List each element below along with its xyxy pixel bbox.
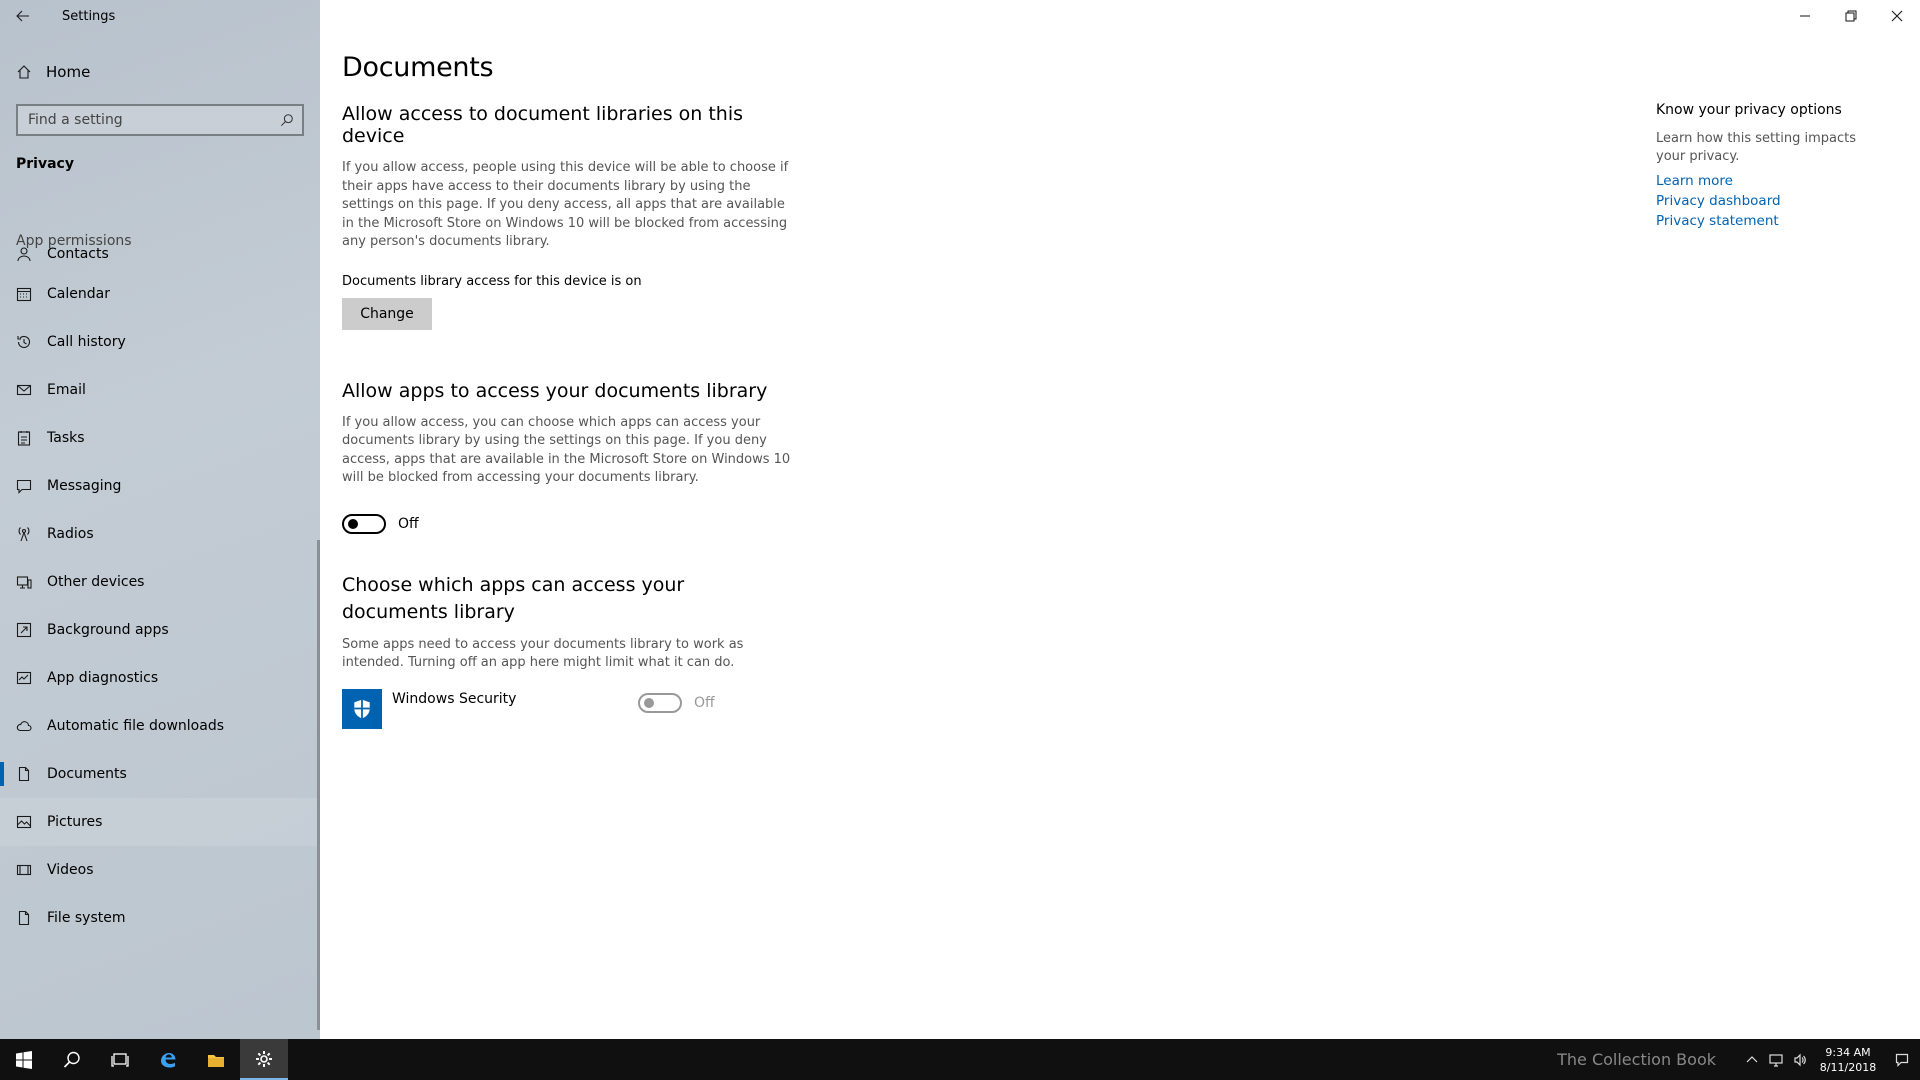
radio-icon xyxy=(16,526,32,542)
windows-security-toggle-label: Off xyxy=(694,694,715,711)
app-title: Settings xyxy=(62,8,116,24)
start-button[interactable] xyxy=(0,1039,48,1080)
settings-taskbar-button[interactable] xyxy=(240,1039,288,1080)
sidebar xyxy=(0,0,320,1039)
main-content xyxy=(342,52,802,731)
close-icon xyxy=(1891,10,1903,22)
home-nav-item[interactable] xyxy=(0,56,320,88)
privacy-statement-link[interactable]: Privacy statement xyxy=(1656,213,1779,229)
windows-security-tile xyxy=(342,689,382,729)
sidebar-item-automatic-file-downloads[interactable] xyxy=(0,702,320,750)
sidebar-item-label: Videos xyxy=(47,862,94,878)
sidebar-item-file-system[interactable] xyxy=(0,894,320,942)
sidebar-scrollbar[interactable] xyxy=(317,540,320,1030)
sidebar-item-label: Calendar xyxy=(47,286,110,302)
sidebar-item-label: Other devices xyxy=(47,574,145,590)
back-button[interactable] xyxy=(0,0,46,32)
sidebar-item-label: Documents xyxy=(47,766,127,782)
change-button[interactable]: Change xyxy=(342,298,432,330)
title-bar xyxy=(0,0,320,32)
restore-icon xyxy=(1845,10,1857,22)
sidebar-item-contacts[interactable] xyxy=(0,246,320,270)
taskbar xyxy=(0,1039,1920,1080)
sidebar-item-label: Pictures xyxy=(47,814,103,830)
windows-logo-icon xyxy=(14,1050,34,1070)
sidebar-item-label: Email xyxy=(47,382,86,398)
sidebar-item-calendar[interactable] xyxy=(0,270,320,318)
privacy-options-description: Learn how this setting impacts your privacy. xyxy=(1656,131,1856,164)
sidebar-item-label: Call history xyxy=(47,334,126,350)
section1-description: If you allow access, people using this device will be able to choose if their apps have access to their documents library by using the settings on this page. If you deny access, all apps that are available in the Microsoft Store on Windows 10 will be blocked from accessing any person's documents library. xyxy=(342,160,789,249)
search-icon[interactable] xyxy=(272,113,302,127)
sidebar-item-label: Contacts xyxy=(47,246,109,262)
video-icon xyxy=(16,862,32,878)
picture-icon xyxy=(16,814,32,830)
diagnostics-icon xyxy=(16,670,32,686)
search-box xyxy=(16,104,304,136)
email-icon xyxy=(16,382,32,398)
app-toggle-row xyxy=(638,693,715,713)
sidebar-item-other-devices[interactable] xyxy=(0,558,320,606)
sidebar-item-label: Background apps xyxy=(47,622,169,638)
nav-list xyxy=(0,246,320,942)
devices-icon xyxy=(16,574,32,590)
contacts-icon xyxy=(16,246,32,262)
document-icon xyxy=(16,766,32,782)
calendar-icon xyxy=(16,286,32,302)
app-row-windows-security xyxy=(342,689,802,731)
section-title: Privacy xyxy=(16,156,74,172)
group-title: App permissions xyxy=(16,233,132,249)
sidebar-item-email[interactable] xyxy=(0,366,320,414)
apps-access-toggle-row xyxy=(342,514,802,534)
file-icon xyxy=(16,910,32,926)
sidebar-item-radios[interactable] xyxy=(0,510,320,558)
volume-icon[interactable] xyxy=(1788,1053,1812,1067)
network-icon[interactable] xyxy=(1764,1053,1788,1067)
section2-description: If you allow access, you can choose which apps can access your documents library by using the settings on this page. If you deny access, apps that are available in the Microsoft Store on Windows 10 will be blocked from accessing your documents library. xyxy=(342,414,791,485)
sidebar-item-pictures[interactable] xyxy=(0,798,320,846)
folder-icon xyxy=(206,1050,226,1070)
cloud-icon xyxy=(16,718,32,734)
sidebar-item-label: Tasks xyxy=(47,430,85,446)
search-input[interactable] xyxy=(18,112,272,128)
home-icon xyxy=(16,64,32,80)
sidebar-item-call-history[interactable] xyxy=(0,318,320,366)
privacy-options-heading: Know your privacy options xyxy=(1656,102,1842,118)
sidebar-item-label: Automatic file downloads xyxy=(47,718,225,734)
history-icon xyxy=(16,334,32,350)
edge-taskbar-button[interactable] xyxy=(144,1039,192,1080)
minimize-icon xyxy=(1799,10,1811,22)
sidebar-item-background-apps[interactable] xyxy=(0,606,320,654)
watermark-text: The Collection Book xyxy=(1557,1050,1716,1069)
section1-heading: Allow access to document libraries on this device xyxy=(342,103,744,147)
sidebar-item-label: Messaging xyxy=(47,478,122,494)
section3-heading: Choose which apps can access your documents library xyxy=(342,573,685,623)
message-icon xyxy=(16,478,32,494)
clock[interactable] xyxy=(1812,1045,1884,1075)
section3-description: Some apps need to access your documents library to work as intended. Turning off an app here might limit what it can do. xyxy=(342,636,744,670)
learn-more-link[interactable]: Learn more xyxy=(1656,173,1733,189)
task-view-button[interactable] xyxy=(96,1039,144,1080)
search-taskbar-button[interactable] xyxy=(48,1039,96,1080)
sidebar-item-app-diagnostics[interactable] xyxy=(0,654,320,702)
clock-time: 9:34 AM xyxy=(1825,1045,1871,1059)
sidebar-item-videos[interactable] xyxy=(0,846,320,894)
home-label: Home xyxy=(46,63,91,81)
back-arrow-icon xyxy=(15,8,31,24)
sidebar-item-label: Radios xyxy=(47,526,94,542)
sidebar-item-documents[interactable] xyxy=(0,750,320,798)
section2-heading: Allow apps to access your documents library xyxy=(342,379,768,402)
show-hidden-icons-button[interactable] xyxy=(1740,1053,1764,1067)
clock-date: 8/11/2018 xyxy=(1819,1060,1877,1074)
app-name: Windows Security xyxy=(392,690,517,707)
file-explorer-taskbar-button[interactable] xyxy=(192,1039,240,1080)
page-title: Documents xyxy=(342,52,494,83)
sidebar-item-messaging[interactable] xyxy=(0,462,320,510)
shield-icon xyxy=(351,698,373,720)
restore-button[interactable] xyxy=(1828,0,1874,32)
privacy-options-panel xyxy=(1656,102,1886,231)
sidebar-item-label: File system xyxy=(47,910,126,926)
windows-security-toggle[interactable] xyxy=(638,693,682,713)
gear-icon xyxy=(254,1049,274,1069)
apps-access-toggle-label: Off xyxy=(398,515,419,532)
system-tray xyxy=(1557,1039,1920,1080)
edge-browser-icon xyxy=(158,1050,178,1070)
minimize-button[interactable] xyxy=(1782,0,1828,32)
tasks-icon xyxy=(16,430,32,446)
device-access-status: Documents library access for this device is on xyxy=(342,273,642,289)
close-button[interactable] xyxy=(1874,0,1920,32)
notification-icon xyxy=(1895,1053,1909,1067)
apps-access-toggle[interactable] xyxy=(342,514,386,534)
task-view-icon xyxy=(110,1050,130,1070)
sidebar-item-tasks[interactable] xyxy=(0,414,320,462)
background-apps-icon xyxy=(16,622,32,638)
chevron-up-icon xyxy=(1745,1053,1759,1067)
action-center-button[interactable] xyxy=(1884,1053,1920,1067)
search-icon xyxy=(62,1050,82,1070)
sidebar-item-label: App diagnostics xyxy=(47,670,159,686)
window-controls xyxy=(1782,0,1920,32)
privacy-dashboard-link[interactable]: Privacy dashboard xyxy=(1656,193,1781,209)
